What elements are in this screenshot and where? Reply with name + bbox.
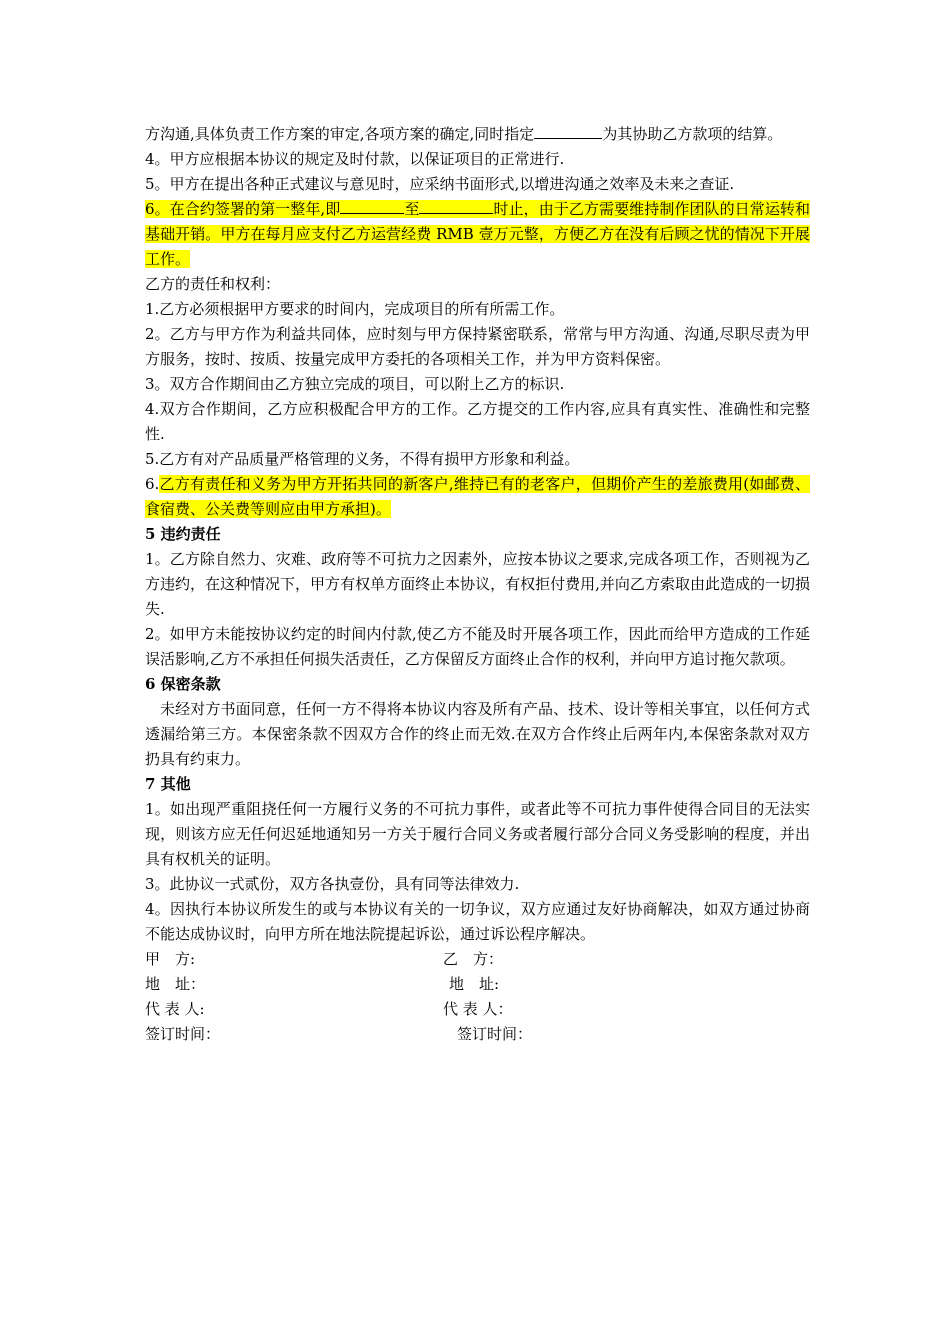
- section5-item2: 2。如甲方未能按协议约定的时间内付款,使乙方不能及时开展各项工作，因此而给甲方造成的工作延误活影响,乙方不承担任何损失活责任，乙方保留反方面终止合作的权利，并向甲方追讨拖欠款项。: [145, 625, 810, 668]
- party-b-rep-label: 代 表 人：: [443, 1000, 513, 1018]
- party-a-item6: [145, 197, 810, 272]
- section7-item3: 3。此协议一式贰份，双方各执壹份，具有同等法律效力.: [145, 875, 520, 893]
- party-a-item3-cont: [145, 122, 810, 147]
- party-a-rep-label: 代 表 人:: [145, 1000, 205, 1018]
- text: 时止，由于乙方需要维持制作团队的日常运转和基础开销。甲方在每月应支付乙方运营经费 RMB 壹万元整，方便乙方在没有后顾之忧的情况下开展工作。: [145, 200, 810, 268]
- text: 方沟通,具体负责工作方案的审定,各项方案的确定,同时指定: [145, 125, 535, 143]
- text: 为其协助乙方款项的结算。: [602, 125, 783, 143]
- blank-line: [534, 123, 602, 139]
- party-a-label: 甲 方:: [145, 950, 196, 968]
- signature-row-party: [145, 947, 810, 972]
- party-b-item6: [145, 472, 810, 522]
- text: 6。在合约签署的第一整年,即: [145, 200, 341, 218]
- section6-title: 6 保密条款: [145, 675, 221, 693]
- highlighted-text: 乙方有责任和义务为甲方开拓共同的新客户,维持已有的老客户，但期价产生的差旅费用(如邮费、食宿费、公关费等则应由甲方承担)。: [145, 475, 810, 518]
- signature-row-address: [145, 972, 810, 997]
- blank-line: [340, 198, 404, 214]
- party-a-date-label: 签订时间：: [145, 1025, 221, 1043]
- text: 至: [404, 200, 420, 218]
- section5-title: 5 违约责任: [145, 525, 221, 543]
- party-b-item1: 1.乙方必须根据甲方要求的时间内，完成项目的所有所需工作。: [145, 300, 565, 318]
- signature-row-date: [145, 1022, 810, 1047]
- item-number: 6.: [145, 475, 160, 493]
- section5-item1: 1。乙方除自然力、灾难、政府等不可抗力之因素外，应按本协议之要求,完成各项工作，否则视为乙方违约，在这种情况下，甲方有权单方面终止本协议，有权拒付费用,并向乙方索取由此造成的一切损失.: [145, 550, 810, 618]
- section6-paragraph: 未经对方书面同意，任何一方不得将本协议内容及所有产品、技术、设计等相关事宜，以任何方式透漏给第三方。本保密条款不因双方合作的终止而无效.在双方合作终止后两年内,本保密条款对双方扔具有约束力。: [145, 700, 810, 768]
- section7-item1: 1。如出现严重阻挠任何一方履行义务的不可抗力事件，或者此等不可抗力事件使得合同目的无法实现，则该方应无任何迟延地通知另一方关于履行合同义务或者履行部分合同义务受影响的程度，并出具有权机关的证明。: [145, 800, 810, 868]
- party-a-item4: 4。甲方应根据本协议的规定及时付款，以保证项目的正常进行.: [145, 150, 565, 168]
- party-b-label: 乙 方：: [443, 950, 504, 968]
- party-b-title: 乙方的责任和权利：: [145, 275, 281, 293]
- party-b-address-label: 地 址:: [449, 975, 500, 993]
- party-a-address-label: 地 址：: [145, 975, 206, 993]
- document-page: [145, 122, 810, 1047]
- section7-title: 7 其他: [145, 775, 191, 793]
- section7-item4: 4。因执行本协议所发生的或与本协议有关的一切争议，双方应通过友好协商解决，如双方通过协商不能达成协议时，向甲方所在地法院提起诉讼，通过诉讼程序解决。: [145, 900, 810, 943]
- signature-row-representative: [145, 997, 810, 1022]
- party-b-item2: 2。乙方与甲方作为利益共同体，应时刻与甲方保持紧密联系，常常与甲方沟通、沟通,尽职尽责为甲方服务，按时、按质、按量完成甲方委托的各项相关工作，并为甲方资料保密。: [145, 325, 810, 368]
- party-b-item3: 3。双方合作期间由乙方独立完成的项目，可以附上乙方的标识.: [145, 375, 565, 393]
- party-b-item5: 5.乙方有对产品质量严格管理的义务，不得有损甲方形象和利益。: [145, 450, 580, 468]
- blank-line: [419, 198, 493, 214]
- party-b-date-label: 签订时间：: [457, 1025, 533, 1043]
- party-b-item4: 4.双方合作期间，乙方应积极配合甲方的工作。乙方提交的工作内容,应具有真实性、准确性和完整性.: [145, 400, 810, 443]
- party-a-item5: 5。甲方在提出各种正式建议与意见时，应采纳书面形式,以增进沟通之效率及未来之查证.: [145, 175, 735, 193]
